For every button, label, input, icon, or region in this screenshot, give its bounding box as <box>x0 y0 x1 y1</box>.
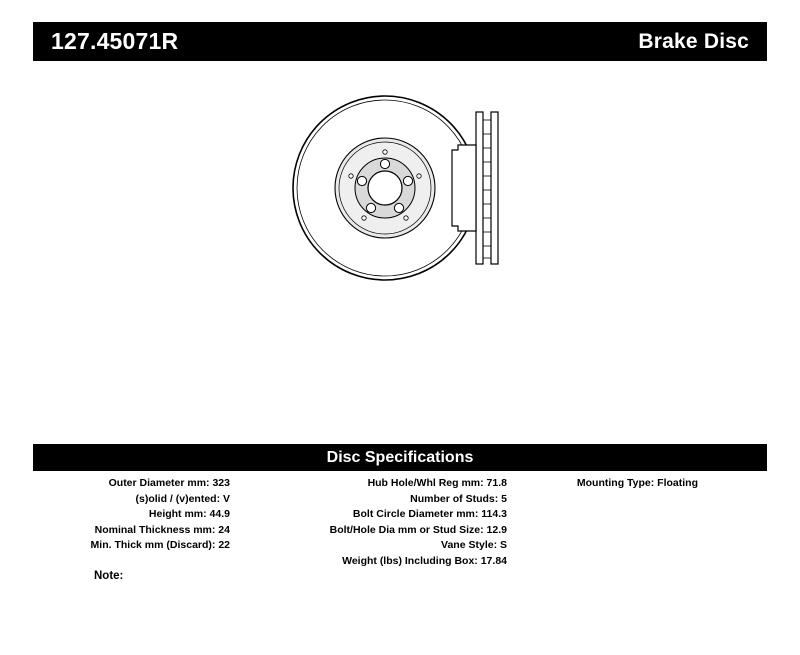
brake-rotor-illustration <box>280 90 540 290</box>
header-bar <box>33 22 767 61</box>
spec-item: Vane Style: S <box>441 539 507 552</box>
product-type: Brake Disc <box>638 30 749 53</box>
spec-item: Number of Studs: 5 <box>410 492 507 505</box>
spec-title: Disc Specifications <box>326 448 474 466</box>
spec-item: Nominal Thickness mm: 24 <box>94 523 230 536</box>
spec-item: Height mm: 44.9 <box>148 508 230 521</box>
spec-item: Hub Hole/Whl Reg mm: 71.8 <box>367 477 507 489</box>
spec-columns <box>33 476 767 570</box>
spec-column-left <box>33 476 236 570</box>
spec-column-right <box>513 476 767 570</box>
spec-item: Weight (lbs) Including Box: 17.84 <box>342 554 507 567</box>
spec-title-bar <box>33 444 767 471</box>
spec-column-middle <box>236 476 513 570</box>
product-image <box>280 90 540 290</box>
spec-item: Mounting Type: Floating <box>576 477 698 489</box>
part-number: 127.45071R <box>51 28 179 54</box>
spec-item: Bolt/Hole Dia mm or Stud Size: 12.9 <box>329 523 507 536</box>
spec-item: (s)olid / (v)ented: V <box>135 492 230 505</box>
spec-item: Bolt Circle Diameter mm: 114.3 <box>352 508 507 521</box>
spec-item: Min. Thick mm (Discard): 22 <box>90 539 230 552</box>
note-label: Note: <box>94 570 124 582</box>
spec-item: Outer Diameter mm: 323 <box>108 477 230 489</box>
